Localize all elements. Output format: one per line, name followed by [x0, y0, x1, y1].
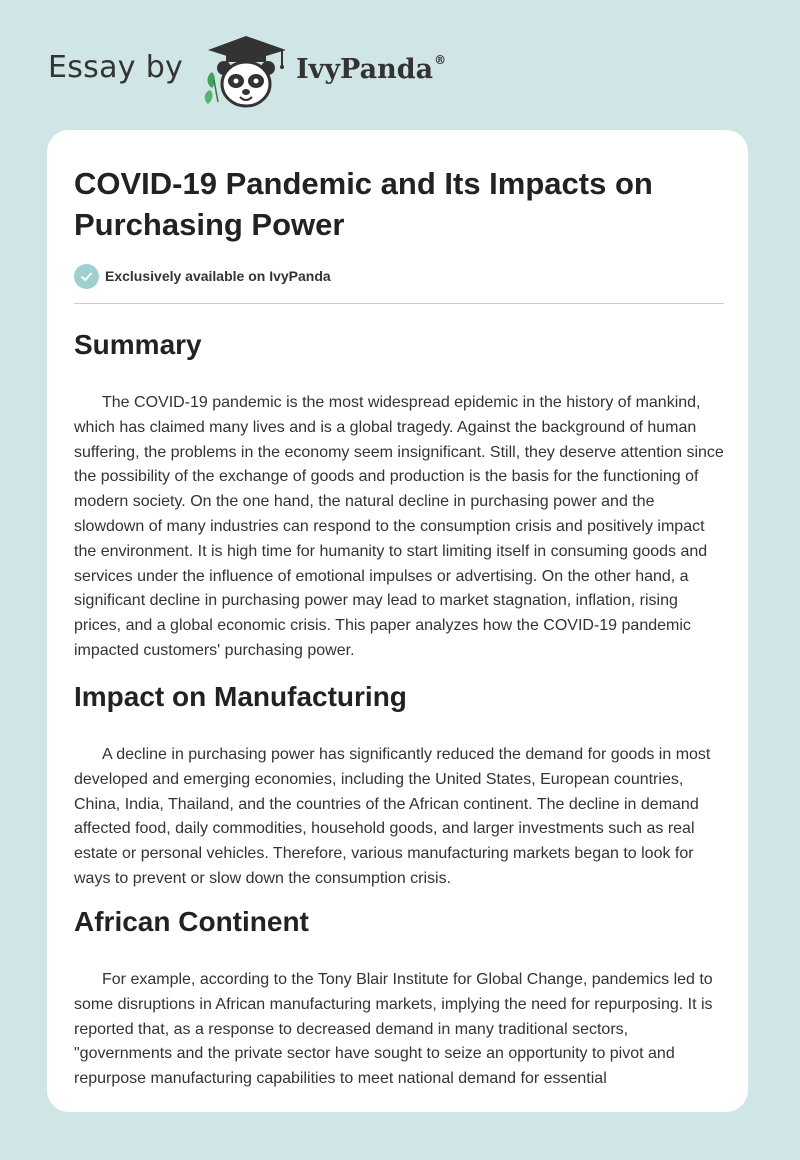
registered-mark: ®	[434, 53, 447, 67]
section-heading: African Continent	[74, 906, 309, 937]
exclusive-badge	[74, 263, 331, 289]
essay-card	[47, 130, 748, 1112]
essay-by-label: Essay by	[48, 50, 184, 85]
brand-name-text: IvyPanda	[296, 54, 434, 85]
section-heading: Summary	[74, 329, 202, 360]
section-heading: Impact on Manufacturing	[74, 681, 407, 712]
site-header	[0, 0, 800, 130]
panda-graduate-logo-icon[interactable]	[200, 32, 292, 112]
section-paragraph: For example, according to the Tony Blair Institute for Global Change, pandemics led to some disruptions in African manufacturing markets, implying the need for repurposing. It is reported that, as a response to decreased demand in many traditional sectors, "governments and the private sector have sought to seize an opportunity to pivot and repurpose manufacturing capabilities to meet national demand for essential	[74, 971, 713, 1088]
section-summary	[74, 327, 724, 664]
exclusive-badge-label: Exclusively available on IvyPanda	[105, 268, 331, 284]
essay-title: COVID-19 Pandemic and Its Impacts on Purchasing Power	[74, 166, 653, 242]
brand-name[interactable]	[296, 54, 446, 85]
section-paragraph: A decline in purchasing power has significantly reduced the demand for goods in most developed and emerging economies, including the United States, European countries, China, India, Thailand, and the countries of the African continent. The decline in demand affected food, daily commodities, household goods, and larger investments such as real estate or personal vehicles. Therefore, various manufacturing markets began to look for ways to prevent or slow down the consumption crisis.	[74, 746, 711, 887]
section-paragraph: The COVID-19 pandemic is the most widespread epidemic in the history of mankind, which has claimed many lives and is a global tragedy. Against the background of human suffering, the problems in the economy seem insignificant. Still, they deserve attention since the possibility of the exchange of goods and production is the basis for the functioning of modern society. On the one hand, the natural decline in purchasing power and the slowdown of many industries can respond to the consumption crisis and positively impact the environment. It is high time for humanity to start limiting itself in consuming goods and services under the influence of emotional impulses or advertising. On the other hand, a significant decline in purchasing power may lead to market stagnation, inflation, rising prices, and a global economic crisis. This paper analyzes how the COVID-19 pandemic impacted customers' purchasing power.	[74, 394, 724, 659]
check-circle-icon	[74, 264, 99, 289]
section-impact-on-manufacturing	[74, 679, 724, 892]
section-african-continent	[74, 904, 724, 1092]
title-divider	[74, 303, 724, 304]
